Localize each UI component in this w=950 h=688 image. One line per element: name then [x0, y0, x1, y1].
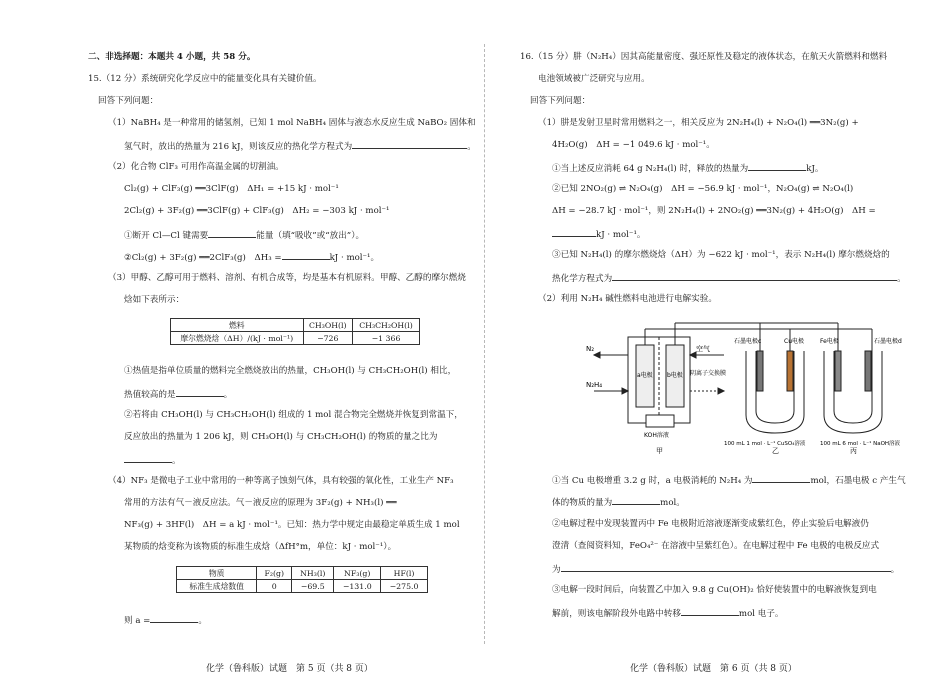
- q15-2-sub2: ②Cl₂(g) + 3F₂(g) ══2ClF₃(g) ΔH₃ = kJ · mol⁻¹。: [124, 253, 380, 263]
- table-cell: −726: [303, 332, 352, 345]
- membrane-label: 阴离子交换膜: [690, 370, 727, 377]
- table-header: F₂(g): [257, 567, 292, 580]
- u-tube-bing: [824, 351, 882, 433]
- label-jia: 甲: [656, 447, 663, 455]
- q15-3-sub1-2: 热值较高的是 。: [124, 390, 233, 400]
- answer-blank[interactable]: [208, 229, 256, 238]
- naoh-label: 100 mL 6 mol · L⁻¹ NaOH溶液: [820, 441, 901, 447]
- q16-2-sub1: ①当 Cu 电极增重 3.2 g 时，a 电极消耗的 N₂H₄ 为 mol，石墨电极 c 产生气: [552, 476, 906, 486]
- answer-blank[interactable]: [124, 454, 172, 463]
- q16-2-sub1-2: 体的物质的量为 mol。: [552, 498, 685, 508]
- graphite-d-label: 石墨电极d: [874, 338, 902, 345]
- page-divider: [484, 44, 485, 644]
- q15-3-sub2-2: 反应放出的热量为 1 206 kJ，则 CH₃OH(l) 与 CH₃CH₂OH(l) 的物质的量之比为: [124, 432, 438, 442]
- answer-blank[interactable]: [150, 614, 198, 623]
- koh-label: KOH溶液: [644, 432, 669, 439]
- table-header: NF₃(g): [334, 567, 381, 580]
- right-page: [500, 0, 940, 688]
- q15-4-text-2: 常用的方法有气－液反应法。气－液反应的原理为 3F₂(g) + NH₃(l) ══: [124, 498, 397, 508]
- q15-2-text: （2）化合物 ClF₃ 可用作高温金属的切割油。: [108, 162, 284, 172]
- air-label: 空气: [696, 345, 710, 353]
- q16-1-text-2: 4H₂O(g) ΔH = −1 049.6 kJ · mol⁻¹。: [552, 140, 715, 150]
- page-footer-left: 化学（鲁科版）试题 第 5 页（共 8 页）: [206, 664, 373, 674]
- q15-prompt: 回答下列问题：: [98, 96, 159, 106]
- q16-2-sub2: ②电解过程中发现装置丙中 Fe 电极附近溶液逐渐变成紫红色，停止实验后电解液仍: [552, 519, 869, 529]
- table-cell: −131.0: [334, 580, 381, 593]
- table-cell: −1 366: [352, 332, 419, 345]
- equation-2: 2Cl₂(g) + 3F₂(g) ══3ClF(g) + ClF₃(g) ΔH₂ = −303 kJ · mol⁻¹: [124, 206, 390, 216]
- table-cell: 摩尔燃烧焓（ΔH）/(kJ · mol⁻¹): [171, 332, 304, 345]
- n2-label: N₂: [586, 345, 595, 353]
- answer-blank[interactable]: [752, 474, 810, 483]
- answer-blank[interactable]: [352, 140, 467, 149]
- q15-2-sub1: ①断开 Cl—Cl 键需要 能量（填“吸收”或“放出”）。: [124, 231, 365, 241]
- electrode-b-label: b电极: [667, 372, 683, 379]
- graphite-c-label: 石墨电极c: [734, 338, 762, 345]
- answer-blank[interactable]: [612, 272, 897, 281]
- q16-1-sub3-2: 热化学方程式为 。: [552, 274, 906, 284]
- q16-title: 16.（15 分）肼（N₂H₄）因其高能量密度、强还原性及稳定的液体状态，在航天火箭燃料和燃料: [520, 52, 888, 62]
- table-header: CH₃CH₂OH(l): [352, 319, 419, 332]
- q16-2-sub3-2: 解前，则该电解阶段外电路中转移 mol 电子。: [552, 609, 784, 619]
- table-header: CH₃OH(l): [303, 319, 352, 332]
- section-title: 二、非选择题：本题共 4 小题，共 58 分。: [88, 52, 256, 62]
- q16-1-sub1: ①当上述反应消耗 64 g N₂H₄(l) 时，释放的热量为 kJ。: [552, 164, 824, 174]
- page-footer-right: 化学（鲁科版）试题 第 6 页（共 8 页）: [630, 664, 797, 674]
- q16-2-text: （2）利用 N₂H₄ 碱性燃料电池进行电解实验。: [538, 294, 717, 304]
- q15-1-text-2: 氢气时，放出的热量为 216 kJ，则该反应的热化学方程式为 。: [124, 142, 476, 152]
- q16-1-sub3: ③已知 N₂H₄(l) 的摩尔燃烧焓（ΔH）为 −622 kJ · mol⁻¹，表示 N₂H₄(l) 摩尔燃烧焓的: [552, 250, 890, 260]
- table-cell: 0: [257, 580, 292, 593]
- q15-4-text-4: 某物质的焓变称为该物质的标准生成焓（ΔfH°m，单位：kJ · mol⁻¹）。: [124, 542, 397, 552]
- q15-4-text: （4）NF₃ 是微电子工业中常用的一种等离子蚀刻气体，具有较强的氧化性，工业生产 NF₃: [108, 476, 454, 486]
- q16-2-sub2-3: 为 。: [552, 565, 900, 575]
- q15-4-text-3: NF₃(g) + 3HF(l) ΔH = a kJ · mol⁻¹。已知：热力学中规定由最稳定单质生成 1 mol: [124, 520, 460, 530]
- q16-1-sub2: ②已知 2NO₂(g) ⇌ N₂O₄(g) ΔH = −56.9 kJ · mol⁻¹，N₂O₄(g) ⇌ N₂O₄(l): [552, 184, 854, 194]
- q16-2-sub3: ③电解一段时间后，向装置乙中加入 9.8 g Cu(OH)₂ 恰好使装置中的电解液恢复到电: [552, 585, 877, 595]
- electrolysis-diagram: [584, 315, 924, 455]
- q16-1-sub2-2: ΔH = −28.7 kJ · mol⁻¹，则 2N₂H₄(l) + 2NO₂(g) ══3N₂(g) + 4H₂O(g) ΔH =: [552, 206, 876, 216]
- answer-blank[interactable]: [748, 162, 806, 171]
- q15-3-sub2-3: 。: [124, 454, 181, 467]
- answer-blank[interactable]: [612, 496, 660, 505]
- q15-3-text-2: 焓如下表所示：: [124, 295, 185, 305]
- table-header: 物质: [177, 567, 257, 580]
- cu-electrode-label: Cu电极: [784, 338, 804, 345]
- electrode-a-label: a电极: [637, 372, 653, 379]
- q16-prompt: 回答下列问题：: [530, 96, 591, 106]
- table-cell: −275.0: [381, 580, 428, 593]
- n2h4-label: N₂H₄: [586, 381, 603, 389]
- q15-title: 15.（12 分）系统研究化学反应中的能量变化具有关键价值。: [88, 74, 322, 84]
- fe-electrode-label: Fe电极: [820, 338, 839, 345]
- left-page: [30, 0, 476, 688]
- q15-3-sub2: ②若将由 CH₃OH(l) 与 CH₃CH₂OH(l) 组成的 1 mol 混合物完全燃烧并恢复到常温下，: [124, 410, 463, 420]
- table-header: 燃料: [171, 319, 304, 332]
- q15-3-text: （3）甲醇、乙醇可用于燃料、溶剂、有机合成等，均是基本有机原料。甲醇、乙醇的摩尔燃烧: [108, 273, 466, 283]
- label-bing: 丙: [850, 447, 857, 455]
- answer-blank[interactable]: [282, 251, 330, 260]
- enthalpy-table: [176, 566, 428, 593]
- equation-1: Cl₂(g) + ClF₃(g) ══3ClF(g) ΔH₁ = +15 kJ · mol⁻¹: [124, 184, 339, 194]
- q16-title-2: 电池领域被广泛研究与应用。: [538, 74, 650, 84]
- q16-1-sub2-3: kJ · mol⁻¹。: [552, 228, 646, 241]
- table-cell: 标准生成焓数值: [177, 580, 257, 593]
- answer-blank[interactable]: [561, 563, 891, 572]
- q15-1-text: （1）NaBH₄ 是一种常用的储氢剂，已知 1 mol NaBH₄ 固体与液态水反应生成 NaBO₂ 固体和: [108, 118, 476, 128]
- q16-2-sub2-2: 澄清（查阅资料知，FeO₄²⁻ 在溶液中呈紫红色）。在电解过程中 Fe 电极的电极反应式: [552, 541, 880, 551]
- u-tube-yi: [746, 351, 804, 433]
- q15-4-answer: 则 a = 。: [124, 616, 207, 626]
- q15-3-sub1: ①热值是指单位质量的燃料完全燃烧放出的热量，CH₃OH(l) 与 CH₃CH₂OH(l) 相比，: [124, 366, 457, 376]
- answer-blank[interactable]: [681, 607, 739, 616]
- q16-1-text: （1）肼是发射卫星时常用燃料之一，相关反应为 2N₂H₄(l) + N₂O₄(l) ══3N₂(g) +: [538, 118, 859, 128]
- answer-blank[interactable]: [176, 388, 224, 397]
- answer-blank[interactable]: [552, 228, 596, 237]
- table-header: NH₃(l): [292, 567, 334, 580]
- table-header: HF(l): [381, 567, 428, 580]
- cuso4-label: 100 mL 1 mol · L⁻¹ CuSO₄溶液: [724, 441, 806, 447]
- table-cell: −69.5: [292, 580, 334, 593]
- label-yi: 乙: [772, 447, 779, 455]
- combustion-table: [170, 318, 420, 345]
